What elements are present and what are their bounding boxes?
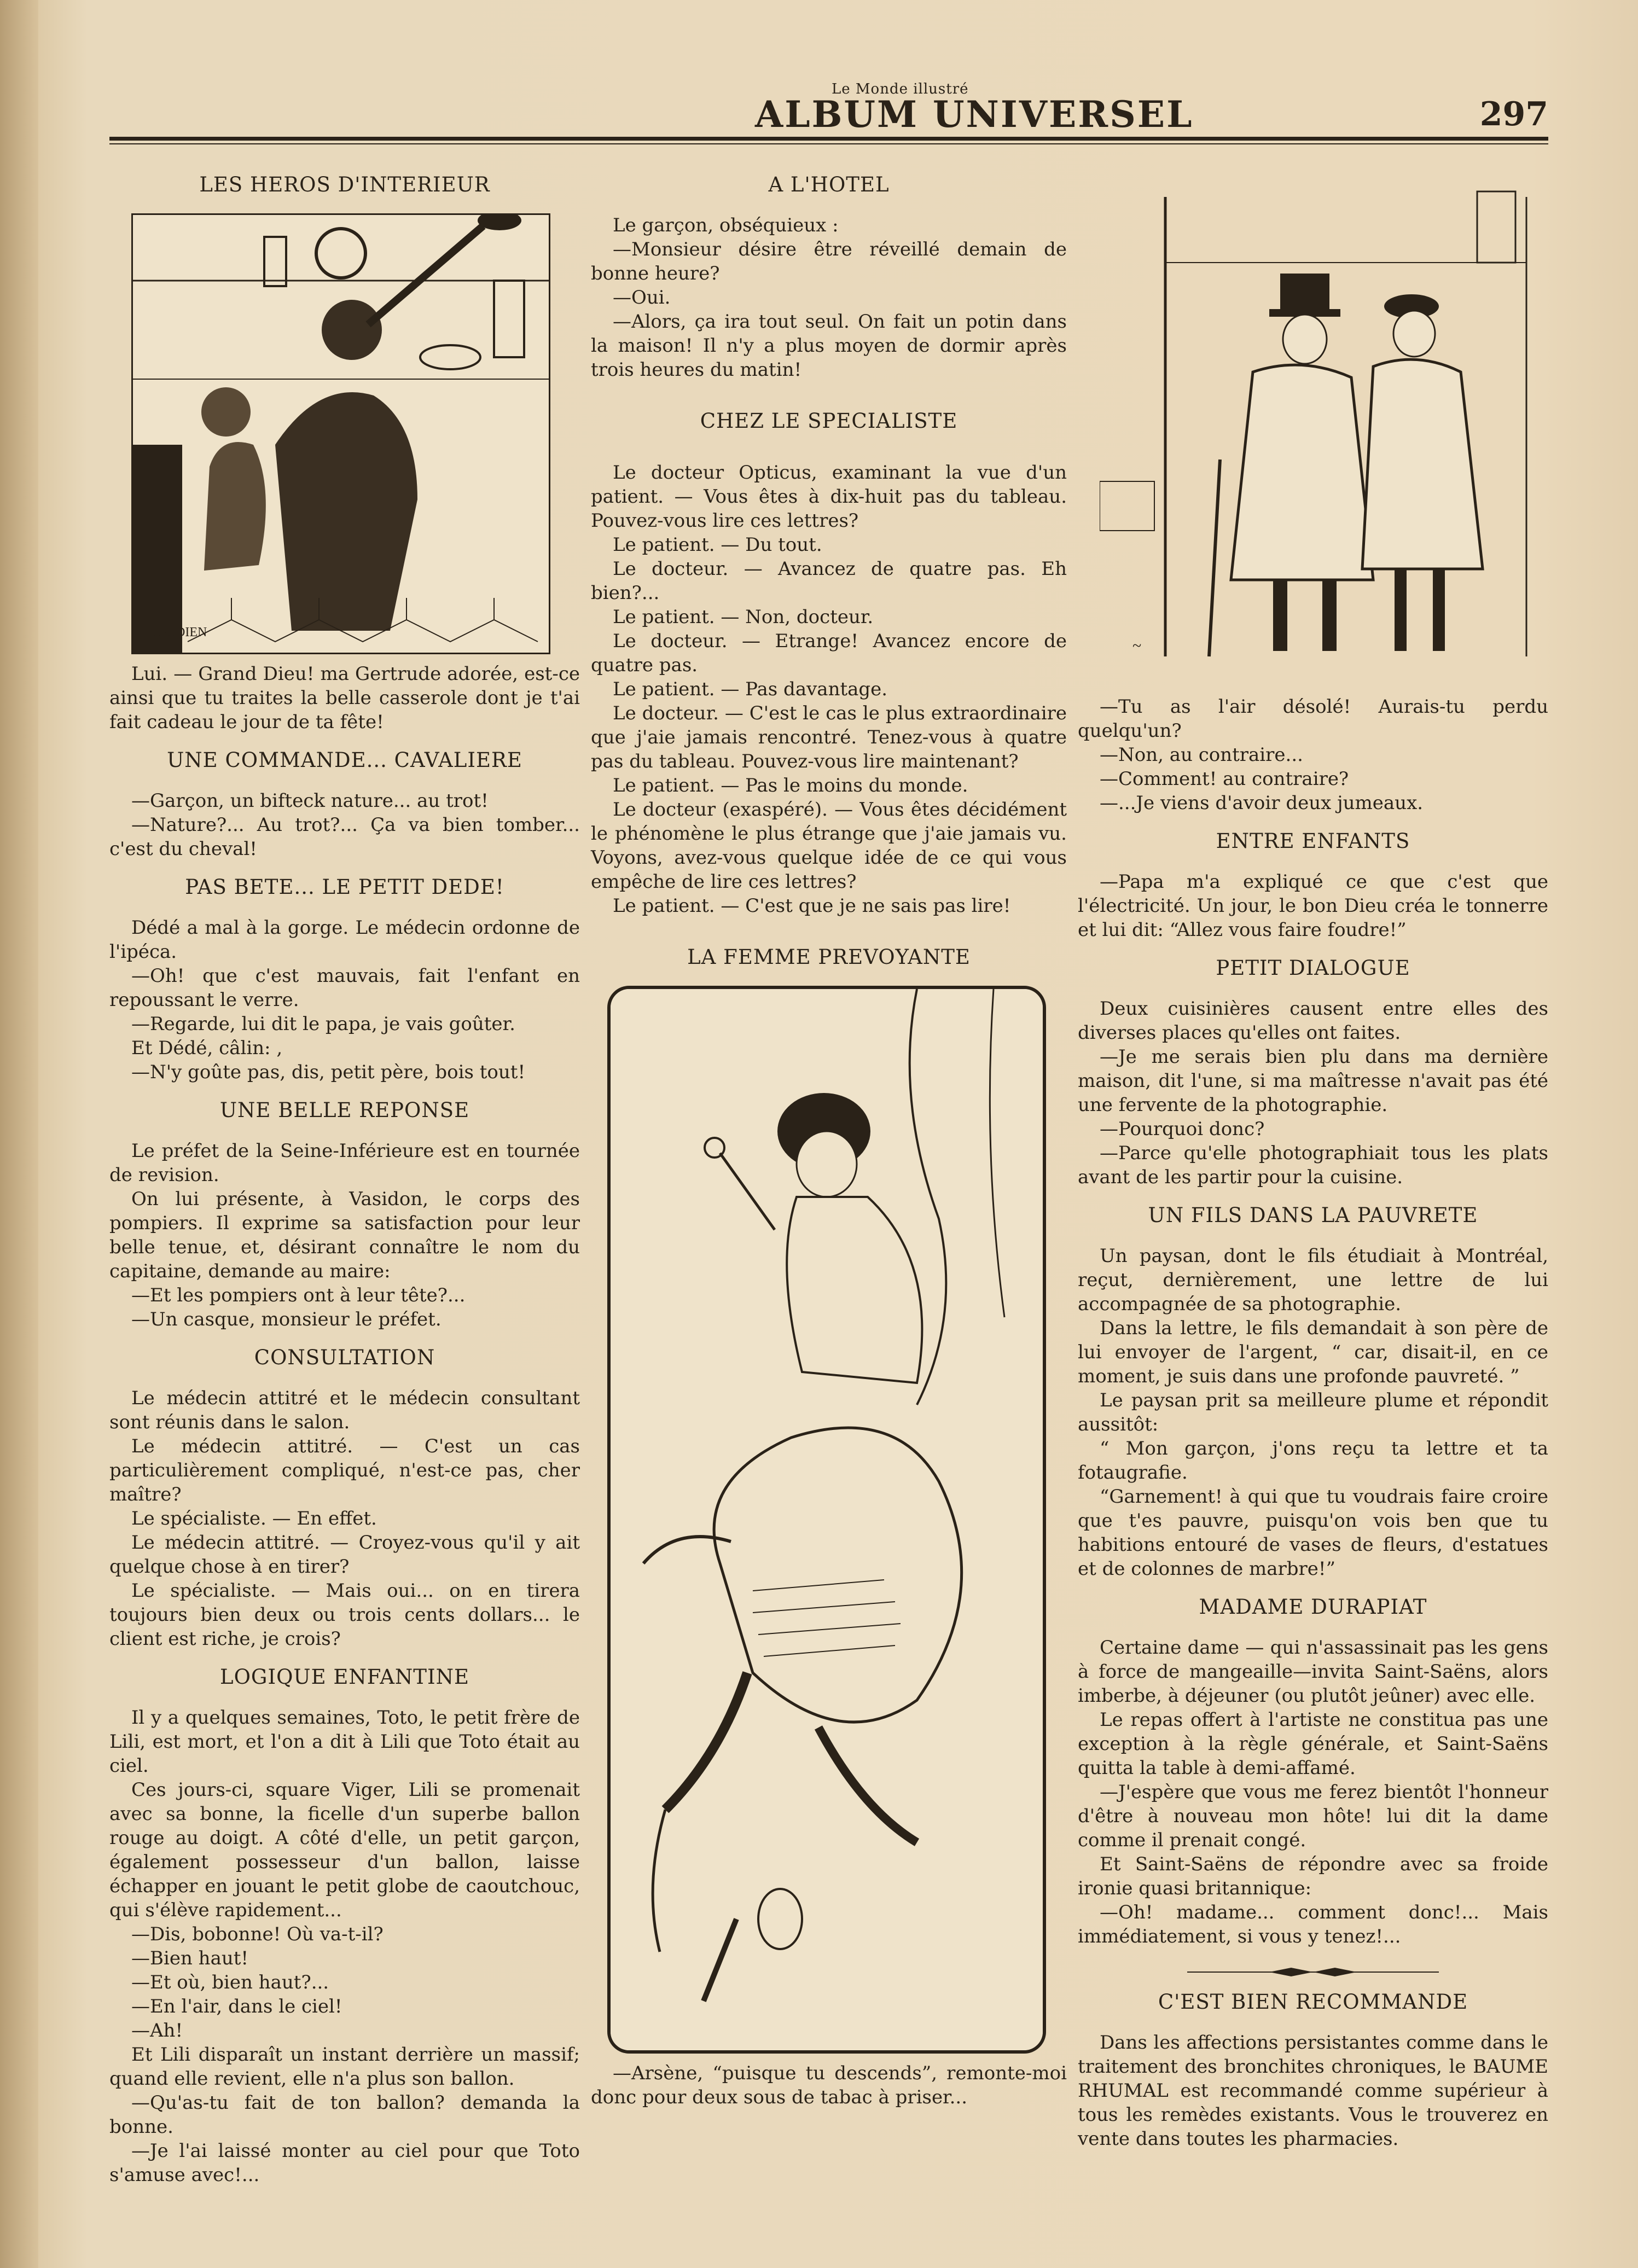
section-title: PAS BETE... LE PETIT DEDE! (185, 875, 504, 899)
column-right (1078, 695, 1548, 2151)
paragraph: —Tu as l'air désolé! Aurais-tu perdu quelqu'un? (1078, 696, 1548, 742)
paragraph: —Et où, bien haut?... (131, 1972, 329, 1993)
paragraph: Dédé a mal à la gorge. Le médecin ordonne de l'ipéca. (109, 917, 580, 963)
artist-signature: H.GODIEN (144, 625, 207, 639)
paragraph: Deux cuisinières causent entre elles des diverses places qu'elles ont faites. (1078, 998, 1548, 1044)
paragraph: —Comment! au contraire? (1100, 768, 1349, 790)
paragraph: Le médecin attitré. — C'est un cas particulièrement compliqué, n'est-ce pas, cher maître? (109, 1435, 580, 1505)
paragraph: Le spécialiste. — En effet. (131, 1508, 377, 1530)
paragraph: Dans la lettre, le fils demandait à son père de lui envoyer de l'argent, “ car, disait-il, en ce moment, je suis dans une profonde pauvreté. ” (1078, 1317, 1548, 1387)
section-title: UN FILS DANS LA PAUVRETE (1148, 1203, 1478, 1227)
paragraph: Le repas offert à l'artiste ne constitua pas une exception à la règle générale, et Saint-Saëns quitta la table à demi-affamé. (1078, 1709, 1548, 1779)
section-title: CHEZ LE SPECIALISTE (700, 409, 958, 433)
paragraph: —Pourquoi donc? (1100, 1118, 1265, 1140)
two-men-drawing (1100, 175, 1554, 678)
paragraph: Le patient. — Du tout. (613, 534, 822, 556)
paragraph: Le docteur. — Avancez de quatre pas. Eh bien?... (591, 558, 1067, 604)
paragraph: —Et les pompiers ont à leur tête?... (131, 1284, 466, 1306)
caption: —Arsène, “puisque tu descends”, remonte-moi donc pour deux sous de tabac à priser... (591, 2062, 1067, 2108)
page-binding (0, 0, 38, 2268)
column-left (109, 159, 580, 2187)
paragraph: —Garçon, un bifteck nature... au trot! (131, 790, 489, 812)
paragraph: Le docteur (exaspéré). — Vous êtes décidément le phénomène le plus étrange que j'aie jamais vu. Voyons, avez-vous quelque idée de ce qui vous empêche de lire ces lettres? (591, 799, 1067, 893)
section-title: CONSULTATION (254, 1346, 435, 1369)
paragraph: Le paysan prit sa meilleure plume et répondit aussitôt: (1078, 1389, 1548, 1435)
paragraph: Le docteur. — Etrange! Avancez encore de quatre pas. (591, 630, 1067, 676)
paragraph: Et Saint-Saëns de répondre avec sa froide ironie quasi britannique: (1078, 1853, 1548, 1899)
paragraph: —Un casque, monsieur le préfet. (131, 1309, 442, 1330)
header-supertitle: Le Monde illustré (832, 81, 969, 97)
paragraph: Le patient. — Pas le moins du monde. (613, 775, 968, 796)
section-title: C'EST BIEN RECOMMANDE (1158, 1990, 1468, 2014)
caption: Lui. — Grand Dieu! ma Gertrude adorée, est-ce ainsi que tu traites la belle casserole dont je t'ai fait cadeau le jour de ta fête! (109, 663, 580, 733)
paragraph: —Monsieur désire être réveillé demain de bonne heure? (591, 239, 1067, 284)
illustration-two-men (1100, 175, 1554, 678)
header-rule-thin (109, 143, 1548, 144)
paragraph: Le préfet de la Seine-Inférieure est en tournée de revision. (109, 1140, 580, 1186)
header-rule (109, 137, 1548, 141)
paragraph: Le docteur Opticus, examinant la vue d'un patient. — Vous êtes à dix-huit pas du tableau. Pouvez-vous lire ces lettres? (591, 462, 1067, 532)
paragraph: “Garnement! à qui que tu voudrais faire croire que t'es pauvre, puisqu'on vois ben que tu habitions entouré de vases de fleurs, d'estatues et de colonnes de marbre!” (1078, 1486, 1548, 1580)
paragraph: —Papa m'a expliqué ce que c'est que l'électricité. Un jour, le bon Dieu créa le tonnerre et lui dit: “Allez vous faire foudre!” (1078, 871, 1548, 941)
paragraph: Le spécialiste. — Mais oui... on en tirera toujours bien deux ou trois cents dollars... le client est riche, je crois? (109, 1580, 580, 1650)
paragraph: Il y a quelques semaines, Toto, le petit frère de Lili, est mort, et l'on a dit à Lili que Toto était au ciel. (109, 1707, 580, 1777)
paragraph: Le patient. — C'est que je ne sais pas lire! (613, 895, 1011, 917)
paragraph: —Oh! madame... comment donc!... Mais immédiatement, si vous y tenez!... (1078, 1901, 1548, 1947)
paragraph: —Nature?... Au trot?... Ça va bien tomber... c'est du cheval! (109, 814, 580, 860)
section-title: A L'HOTEL (768, 173, 890, 196)
section-title: MADAME DURAPIAT (1199, 1595, 1427, 1619)
section-title: PETIT DIALOGUE (1216, 956, 1410, 980)
paragraph: —Alors, ça ira tout seul. On fait un potin dans la maison! Il n'y a plus moyen de dormir après trois heures du matin! (591, 311, 1067, 381)
paragraph: On lui présente, à Vasidon, le corps des pompiers. Il exprime sa satisfaction pour leur belle tenue, et, désirant connaître le nom du capitaine, demande au maire: (109, 1188, 580, 1282)
paragraph: —Dis, bobonne! Où va-t-il? (131, 1923, 384, 1945)
paragraph: —Bien haut! (131, 1947, 249, 1969)
illustration-femme-prevoyante (607, 986, 1046, 2054)
paragraph: Le patient. — Non, docteur. (613, 606, 874, 628)
section-title: UNE COMMANDE... CAVALIERE (167, 748, 522, 772)
paragraph: —Non, au contraire... (1100, 744, 1303, 766)
paragraph: —N'y goûte pas, dis, petit père, bois tout! (131, 1061, 526, 1083)
page-number: 297 (1479, 95, 1548, 133)
paragraph: —Parce qu'elle photographiait tous les plats avant de les partir pour la cuisine. (1078, 1142, 1548, 1188)
paragraph: Et Dédé, câlin: , (131, 1037, 283, 1059)
paragraph: —Oh! que c'est mauvais, fait l'enfant en repoussant le verre. (109, 965, 580, 1011)
paragraph: —En l'air, dans le ciel! (131, 1996, 342, 2017)
paragraph: Un paysan, dont le fils étudiait à Montréal, reçut, dernièrement, une lettre de lui accompagnée de sa photographie. (1078, 1245, 1548, 1315)
ornament-divider (1078, 1961, 1548, 1985)
paragraph: —Je me serais bien plu dans ma dernière maison, dit l'une, si ma maîtresse n'avait pas été une fervente de la photographie. (1078, 1046, 1548, 1116)
paragraph: —Regarde, lui dit le papa, je vais goûter. (131, 1013, 515, 1035)
paragraph: Ces jours-ci, square Viger, Lili se promenait avec sa bonne, la ficelle d'un superbe ballon rouge au doigt. A côté d'elle, un petit garçon, également possesseur d'un ballon, laisse échapper en jouant le petit globe de caoutchouc, qui s'élève rapidement... (109, 1779, 580, 1921)
paragraph: Dans les affections persistantes comme dans le traitement des bronchites chroniques, le BAUME RHUMAL est recommandé comme supérieur à tous les remèdes existants. Vous le trouverez en vente dans toutes les pharmacies. (1078, 2032, 1548, 2150)
section-title: LES HEROS D'INTERIEUR (199, 173, 490, 196)
paragraph: Certaine dame — qui n'assassinait pas les gens à force de mangeaille—invita Saint-Saëns, alors imberbe, à déjeuner (ou plutôt jeûner) avec elle. (1078, 1637, 1548, 1707)
paragraph: —Ah! (131, 2020, 183, 2042)
header-title: ALBUM UNIVERSEL (755, 93, 1194, 136)
paragraph: —Qu'as-tu fait de ton ballon? demanda la bonne. (109, 2092, 580, 2138)
svg-text:~: ~ (1132, 637, 1142, 655)
paragraph: —J'espère que vous me ferez bientôt l'honneur d'être à nouveau mon hôte! lui dit la dame comme il prenait congé. (1078, 1781, 1548, 1851)
section-title: ENTRE ENFANTS (1216, 829, 1410, 853)
column-middle (591, 159, 1067, 2109)
paragraph: Le docteur. — C'est le cas le plus extraordinaire que j'aie jamais rencontré. Tenez-vous à quatre pas du tableau. Pouvez-vous lire maintenant? (591, 702, 1067, 772)
section-title: LOGIQUE ENFANTINE (220, 1665, 469, 1689)
illustration-kitchen (131, 213, 550, 654)
paragraph: Le médecin attitré et le médecin consultant sont réunis dans le salon. (109, 1387, 580, 1433)
paragraph: Le patient. — Pas davantage. (613, 678, 888, 700)
paragraph: Et Lili disparaît un instant derrière un massif; quand elle revient, elle n'a plus son ballon. (109, 2044, 580, 2090)
woman-drawing (611, 989, 1043, 2050)
paragraph: —Je l'ai laissé monter au ciel pour que Toto s'amuse avec!... (109, 2140, 580, 2186)
kitchen-drawing (133, 215, 549, 653)
paragraph: “ Mon garçon, j'ons reçu ta lettre et ta fotaugrafie. (1078, 1438, 1548, 1484)
paragraph: Le médecin attitré. — Croyez-vous qu'il y ait quelque chose à en tirer? (109, 1532, 580, 1578)
paragraph: Le garçon, obséquieux : (613, 214, 839, 236)
paragraph: —...Je viens d'avoir deux jumeaux. (1100, 792, 1424, 814)
section-title: LA FEMME PREVOYANTE (687, 945, 971, 969)
paragraph: —Oui. (613, 287, 671, 309)
section-title: UNE BELLE REPONSE (219, 1098, 470, 1122)
